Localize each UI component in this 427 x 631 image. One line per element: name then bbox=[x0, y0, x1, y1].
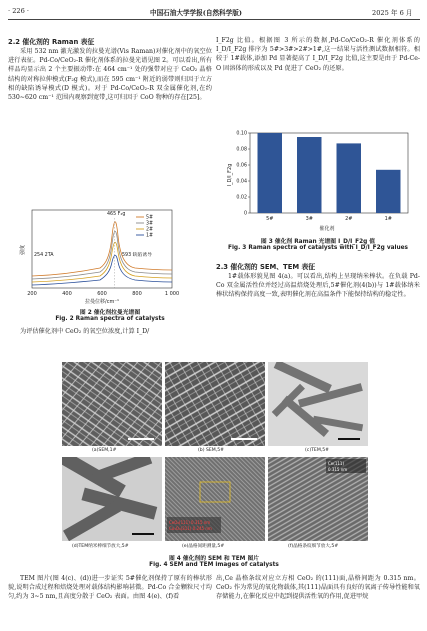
fig3-bar-5 bbox=[258, 133, 282, 213]
annotation-2ta: 254 2TA bbox=[34, 253, 54, 258]
panel-b-label: (b) SEM,5# bbox=[198, 448, 224, 453]
legend bbox=[136, 215, 153, 239]
tem-paragraph-left: TEM 图片(图 4(c)、(d))进一步证实 5#催化剂保持了原有的棒状形貌,说明合成过程和焙烧处理对载体结构影响甚微。Pd-Co 合金颗粒尺寸均匀,约为 3~5 nm,且高度分散于 CeO₂ 表面。由图 4(e)、(f)看 bbox=[8, 575, 212, 601]
raman-spectra-plot bbox=[10, 206, 210, 306]
fig3-x-tick-label: 3# bbox=[305, 216, 313, 222]
panel-f-label: (f)晶格条纹细节放大,5# bbox=[288, 544, 339, 549]
fig3-x-axis-label: 催化剂 bbox=[319, 226, 335, 231]
fig3-y-tick-label: 0 bbox=[243, 211, 247, 217]
x-tick-200: 200 bbox=[27, 291, 37, 297]
figure-4-caption-en: Fig. 4 SEM and TEM images of catalysts bbox=[149, 562, 279, 568]
raman-paragraph: 采用 532 nm 激光激发的拉曼光谱(Vis Raman)对催化剂中的氧空位进行表征。Pd-Co/CeO₂-R 催化剂体系的拉曼光谱见图 2。可以看出,所有样品均显示出 2 个主要振动带:在 464 cm⁻¹ 处的强带对应于 CeO₂ 晶格结构的对称拉伸模式(F₂g 模式),而在 595 cm⁻¹ 附近的弱带则归因于立方相的缺陷诱导模式(D 模式)。对于 Pd-Co/CeO₂-R 双金属催化剂,在约 530~620 cm⁻¹ 范围内观察到宽带,这可归因于 CoO 物种的存在[25]。 bbox=[8, 48, 212, 102]
fig3-y-tick-label: 0.10 bbox=[236, 131, 247, 137]
tem-lattice-fringes bbox=[268, 457, 368, 541]
sem-paragraph: 1#载体形貌见图 4(a)。可以看出,结构上呈现纳米棒状。在负载 Pd-Co 双金属活性位并经过高温焙烧处理后,5#催化剂(4(b))与 1#载体纳米棒状结构保持高度一致,表明催化剂在高温条件下能保持结构的稳定性。 bbox=[216, 273, 420, 299]
intensity-ratio-paragraph: I_F2g 比值。根据图 3 所示的数据,Pd-Co/CeO₂-R 催化剂体系的 I_D/I_F2g 排序为 5#>3#>2#>1#,这一结果与活性测试数据相符。相较于 1#载体,添加 Pd 显著提高了 I_D/I_F2g 比值,这主要是由于 Pd-Ce-O 固溶体的形成以及 Pd 促进了 CeO₂ 的还原。 bbox=[216, 37, 420, 72]
fig3-y-tick-label: 0.06 bbox=[236, 163, 247, 169]
figure-2 bbox=[10, 206, 210, 306]
legend-5: 5# bbox=[146, 215, 154, 221]
figure-3-caption-cn: 图 3 催化剂 Raman 光谱图 I_D/I_F2g 值 bbox=[260, 239, 376, 245]
tem-image-5 bbox=[268, 362, 368, 446]
legend-2: 2# bbox=[146, 227, 154, 233]
annotation-f2g: 465 F₂g bbox=[107, 212, 126, 217]
fig3-y-tick-label: 0.02 bbox=[236, 195, 247, 201]
lattice-label-co3o4: Co₃O₄(311) 0.245 nm bbox=[169, 526, 212, 531]
fig3-bar-2 bbox=[337, 143, 361, 213]
fig3-y-tick-label: 0.08 bbox=[236, 147, 247, 153]
annotation-defect: 593 缺陷诱导 bbox=[122, 253, 152, 258]
legend-3: 3# bbox=[146, 221, 154, 227]
fig3-x-tick-label: 2# bbox=[345, 216, 353, 222]
oxygen-vacancy-paragraph: 为评估催化剂中 CeO₂ 的氧空位浓度,计算 I_D/ bbox=[20, 328, 150, 335]
fig3-x-tick-label: 5# bbox=[266, 216, 274, 222]
figure-4-caption-cn: 图 4 催化剂的 SEM 和 TEM 图片 bbox=[168, 556, 260, 562]
fig3-y-tick-label: 0.04 bbox=[236, 179, 247, 185]
panel-e-label: (e)晶格间距测量,5# bbox=[182, 544, 225, 549]
fringe-label-plane: Ce(111) bbox=[328, 461, 345, 466]
section-2-3-title: 2.3 催化剂的 SEM、TEM 表征 bbox=[216, 263, 316, 271]
sem-image-1 bbox=[62, 362, 162, 446]
id-ratio-bar-chart bbox=[222, 127, 418, 231]
panel-a-label: (a)SEM,1# bbox=[92, 448, 117, 453]
fringe-label-spacing: 0.315 nm bbox=[328, 467, 348, 472]
fig3-y-axis-label: I_D/I_F2g bbox=[227, 163, 233, 187]
figure-3 bbox=[222, 127, 418, 231]
fig3-x-tick-label: 1# bbox=[384, 216, 392, 222]
tem-paragraph-right: 出,Ce 晶格条纹对应立方相 CeO₂ 的(111)面,晶格间距为 0.315 nm。CeO₂ 作为常见的氧化物载体,其(111)晶面具有良好的氧离子传导性能和氧存储能力,在催化反应中起到提供活性氧的作用,促进甲烷 bbox=[216, 575, 420, 601]
fig3-bar-3 bbox=[297, 137, 321, 213]
x-tick-600: 600 bbox=[97, 291, 107, 297]
x-tick-400: 400 bbox=[62, 291, 72, 297]
panel-c-label: (c)TEM,5# bbox=[305, 448, 330, 453]
figure-3-caption-en: Fig. 3 Raman spectra of catalysts with I_D/I_F2g values bbox=[227, 245, 409, 251]
figure-2-caption-cn: 图 2 催化剂拉曼光谱图 bbox=[79, 310, 141, 316]
lattice-label-ceo2: CeO₂(111) 0.315 nm bbox=[169, 520, 211, 525]
x-axis-label: 拉曼位移/cm⁻¹ bbox=[85, 299, 119, 305]
page-number: · 226 · bbox=[8, 7, 29, 15]
figure-2-caption-en: Fig. 2 Raman spectra of catalysts bbox=[55, 316, 165, 322]
spectrum-2 bbox=[32, 242, 172, 282]
x-tick-800: 800 bbox=[132, 291, 142, 297]
tem-lattice-spacing bbox=[165, 457, 265, 541]
tem-nanorod-detail bbox=[62, 457, 162, 541]
header-rule bbox=[8, 19, 420, 20]
y-axis-label: 强度 bbox=[20, 244, 26, 256]
x-tick-1000: 1 000 bbox=[164, 291, 180, 297]
journal-title: 中国石油大学学报(自然科学版) bbox=[150, 9, 242, 17]
section-2-2-title: 2.2 催化剂的 Raman 表征 bbox=[8, 38, 95, 46]
fig3-bar-1 bbox=[376, 170, 400, 213]
issue-date: 2025 年 6 月 bbox=[372, 9, 413, 17]
legend-1: 1# bbox=[146, 233, 154, 239]
sem-image-5 bbox=[165, 362, 265, 446]
panel-d-label: (d)TEM纳米棒细节放大,5# bbox=[72, 544, 129, 549]
